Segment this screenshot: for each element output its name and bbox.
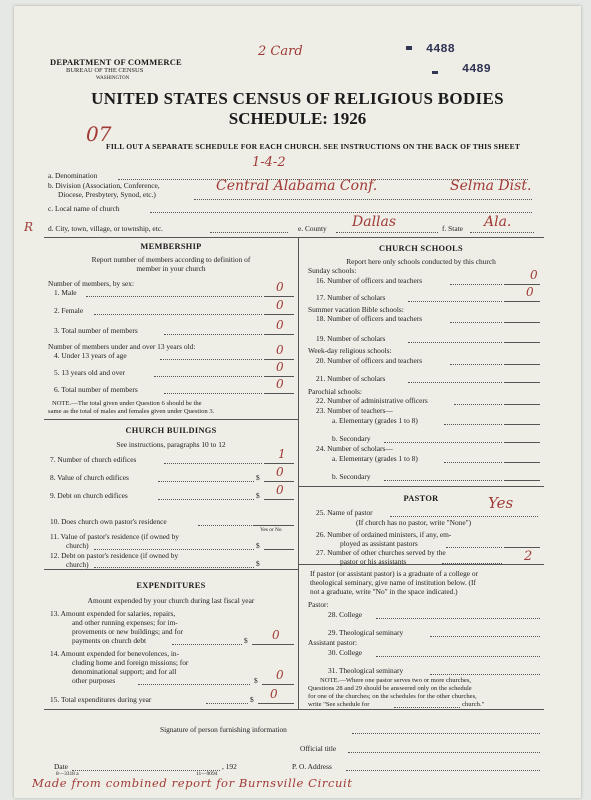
q14-label-1: 14. Amount expended for benevolences, in- [50,649,180,658]
q4-leader [160,359,262,360]
stamp-number-1: 4488 [426,42,455,56]
q13-label-2: and other running expenses; for im- [72,618,178,627]
census-schedule-sheet [14,6,581,798]
q11-dollar: $ [256,541,260,550]
q4-label: 4. Under 13 years of age [54,351,127,360]
assistant-pastor-label: Assistant pastor: [308,638,358,647]
q23b-leader [384,442,502,443]
q15-dollar: $ [250,695,254,704]
q24a-label: a. Elementary (grades 1 to 8) [332,454,418,463]
q14-label-2: cluding home and foreign missions; for [72,658,189,667]
q25-label: 25. Name of pastor [316,508,373,517]
stamp-number-2: 4489 [462,62,491,76]
grid-top-line [44,237,544,238]
denomination-value: 1-4-2 [252,155,286,170]
q17-value: 0 [526,285,534,299]
graduate-note-2: theological seminary, give name of institution below. (If [310,578,476,587]
q26-label-1: 26. Number of ordained ministers, if any, em- [316,530,452,539]
pastor-education-label: Pastor: [308,600,329,609]
q27-value: 2 [524,549,533,564]
q19-leader [408,342,502,343]
q24b-leader [384,480,502,481]
q2-field [264,314,294,315]
q1-value: 0 [276,280,284,294]
q29-line [430,636,540,637]
q15-field [258,703,294,704]
yes-no-hint: Yes or No [260,527,282,533]
q10-field [254,525,294,526]
q23a-label: a. Elementary (grades 1 to 8) [332,416,418,425]
q11-label-1: 11. Value of pastor's residence (if owned by [50,532,179,541]
q18-label: 18. Number of officers and teachers [316,314,423,323]
q10-label: 10. Does church own pastor's residence [50,517,167,526]
county-label: e. County [298,224,327,233]
q19-label: 19. Number of scholars [316,334,386,343]
pastor-note-3: for one of the churches; on the schedules for the other churches, [308,693,477,700]
q16-field [504,284,540,285]
local-name-label: c. Local name of church [48,204,120,213]
q3-field [264,334,294,335]
membership-sub-2: member in your church [136,264,206,273]
handwritten-footer-note: Made from combined report for Burnsville Circuit [32,776,353,790]
q8-dollar: $ [256,473,260,482]
state-line [470,232,534,233]
q14-field [262,684,294,685]
q14-label-3: denominational support; and for all [72,667,177,676]
q7-field [264,463,294,464]
q13-label-1: 13. Amount expended for salaries, repairs, [50,609,176,618]
schools-heading: CHURCH SCHOOLS [378,244,463,253]
official-title-label: Official title [300,744,337,753]
graduate-note-3: not a graduate, write "No" in the space indicated.) [310,587,458,596]
buildings-sub: See instructions, paragraphs 10 to 12 [116,440,226,449]
q31-label: 31. Theological seminary [328,666,404,675]
q20-label: 20. Number of officers and teachers [316,356,423,365]
division-label-2: Diocese, Presbytery, Synod, etc.) [58,190,156,199]
q9-field [264,499,294,500]
q3-leader [164,334,262,335]
buildings-heading: CHURCH BUILDINGS [125,426,217,435]
members-by-sex-label: Number of members, by sex: [48,279,134,288]
q7-label: 7. Number of church edifices [50,455,137,464]
grid-bottom-line [44,709,544,710]
q26-leader [446,547,502,548]
form-schedule-year: SCHEDULE: 1926 [228,109,367,128]
age-intro-label: Number of members under and over 13 years old: [48,342,196,351]
q2-label: 2. Female [54,306,84,315]
q24-label: 24. Number of scholars— [316,444,393,453]
division-line [194,199,532,200]
pastor-heading: PASTOR [403,494,439,503]
division-label-1: b. Division (Association, Conference, [48,181,160,190]
q16-leader [450,284,502,285]
q27-label-2: pastor or his assistants [340,557,407,566]
q13-dollar: $ [244,636,248,645]
q14-dollar: $ [254,676,258,685]
q16-label: 16. Number of officers and teachers [316,276,423,285]
q17-field [504,301,540,302]
q3-value: 0 [276,318,284,332]
local-name-line [150,212,532,213]
q18-leader [450,322,502,323]
q14-value: 0 [276,668,284,682]
membership-sub-1: Report number of members according to definition of [91,255,251,264]
q18-field [504,322,540,323]
form-instruction: FILL OUT A SEPARATE SCHEDULE FOR EACH CHURCH. SEE INSTRUCTIONS ON THE BACK OF THIS SHEET [106,142,521,151]
po-address-line [346,770,540,771]
department-name: DEPARTMENT OF COMMERCE [50,57,182,67]
q21-leader [408,382,502,383]
q4-value: 0 [276,343,284,357]
form-code-2: 11—9094 [196,771,218,777]
q1-leader [86,296,262,297]
q28-line [376,618,540,619]
q14-label-4: other purposes [72,676,116,685]
q13-label-4: payments on church debt [72,636,147,645]
q7-value: 1 [278,447,286,461]
q25-note: (If church has no pastor, write "None") [356,518,472,527]
q6-value: 0 [276,377,284,391]
pastor-note-4: write "See schedule for [308,701,370,708]
q30-label: 30. College [328,648,363,657]
q26-label-2: ployed as assistant pastors [340,539,418,548]
q13-label-3: provements or new buildings; and for [72,627,184,636]
q13-field [252,644,294,645]
county-value: Dallas [352,214,397,230]
weekday-schools-label: Week-day religious schools: [308,346,392,355]
q6-label: 6. Total number of members [54,385,138,394]
q27-leader [442,563,502,564]
denomination-label: a. Denomination [48,171,98,180]
q1-label: 1. Male [54,288,77,297]
membership-note-1: NOTE.—The total given under Question 6 should be the [52,400,202,407]
q13-leader [172,644,242,645]
sunday-schools-label: Sunday schools: [308,266,357,275]
q5-leader [154,376,262,377]
bureau-name: BUREAU OF THE CENSUS [66,67,144,74]
form-title: UNITED STATES CENSUS OF RELIGIOUS BODIES [91,89,504,108]
graduate-note-1: If pastor (or assistant pastor) is a graduate of a college or [310,569,479,578]
q23a-leader [444,424,502,425]
state-label: f. State [442,224,463,233]
schools-bottom-line [298,486,544,487]
q8-label: 8. Value of church edifices [50,473,129,482]
q8-field [264,481,294,482]
expenditures-sub: Amount expended by your church during last fiscal year [87,596,255,605]
r-annotation: R [24,220,34,234]
q2-value: 0 [276,298,284,312]
q8-leader [158,481,254,482]
q20-leader [450,364,502,365]
q5-value: 0 [276,360,284,374]
pastor-divider-line [298,564,544,565]
card-annotation: 2 Card [258,44,303,59]
division-value-2: Selma Dist. [450,178,532,194]
grid-center-divider [298,237,299,709]
q12-dollar: $ [256,559,260,568]
q22-label: 22. Number of administrative officers [316,396,428,405]
q24b-label: b. Secondary [332,472,371,481]
membership-heading: MEMBERSHIP [140,242,202,251]
q23b-field [504,442,540,443]
state-value: Ala. [484,214,512,230]
expenditures-heading: EXPENDITURES [136,581,206,590]
q12-label-1: 12. Debt on pastor's residence (if owned by [50,551,179,560]
division-value-1: Central Alabama Conf. [216,178,378,194]
q5-label: 5. 13 years old and over [54,368,126,377]
q29-label: 29. Theological seminary [328,628,404,637]
q6-leader [164,393,262,394]
membership-bottom-line [44,419,298,420]
q11-label-2: church) [66,541,89,550]
pastor-note-blank [394,707,460,708]
q10-leader [198,525,254,526]
q13-value: 0 [272,628,280,642]
buildings-bottom-line [44,569,298,570]
q22-leader [454,404,502,405]
q23-label: 23. Number of teachers— [316,406,393,415]
q23a-field [504,424,540,425]
q24a-leader [444,462,502,463]
q12-leader [94,567,254,568]
q19-field [504,342,540,343]
bureau-city: WASHINGTON [96,76,130,81]
parochial-schools-label: Parochial schools: [308,387,362,396]
q24b-field [504,480,540,481]
pastor-note-4b: church." [462,701,485,708]
county-line [336,232,438,233]
q17-label: 17. Number of scholars [316,293,386,302]
q14-leader [138,684,250,685]
q28-label: 28. College [328,610,363,619]
q8-value: 0 [276,465,284,479]
number-annotation: 07 [86,122,112,146]
q7-leader [164,463,262,464]
signature-label: Signature of person furnishing information [160,725,287,734]
q9-label: 9. Debt on church edifices [50,491,128,500]
q2-leader [94,314,262,315]
q9-leader [158,499,254,500]
summer-schools-label: Summer vacation Bible schools: [308,305,404,314]
q15-value: 0 [270,687,278,701]
q26-field [504,547,540,548]
q21-field [504,382,540,383]
q21-label: 21. Number of scholars [316,374,386,383]
official-title-line [348,752,540,753]
po-address-label: P. O. Address [292,762,332,771]
q15-label: 15. Total expenditures during year [50,695,152,704]
q6-field [264,393,294,394]
date-label: Date [54,762,68,771]
form-code: 8—3318 a [56,771,79,777]
q24a-field [504,462,540,463]
q9-dollar: $ [256,491,260,500]
q11-field [264,549,294,550]
q11-leader [94,549,254,550]
stamp-mark-2 [432,71,438,74]
q23b-label: b. Secondary [332,434,371,443]
q20-field [504,364,540,365]
q15-leader [206,703,248,704]
q12-label-2: church) [66,560,89,569]
signature-line [352,733,540,734]
pastor-note-2: Questions 28 and 29 should be answered only on the schedule [308,685,472,692]
pastor-note-1: NOTE.—Where one pastor serves two or more churches, [320,677,472,684]
q30-line [376,656,540,657]
schools-sub: Report here only schools conducted by this church [346,257,496,266]
q25-line [390,516,538,517]
city-line [210,232,288,233]
q9-value: 0 [276,483,284,497]
membership-note-2: same as the total of males and females given under Question 3. [48,408,215,415]
q17-leader [408,301,502,302]
q3-label: 3. Total number of members [54,326,138,335]
q31-line [430,674,540,675]
q25-value: Yes [488,494,514,512]
q1-field [264,296,294,297]
city-label: d. City, town, village, or township, etc. [48,224,163,233]
date-year-label: , 192 [222,762,237,771]
q22-field [504,404,540,405]
stamp-mark [406,46,412,50]
q27-label-1: 27. Number of other churches served by the [316,548,446,557]
q16-value: 0 [530,268,538,282]
